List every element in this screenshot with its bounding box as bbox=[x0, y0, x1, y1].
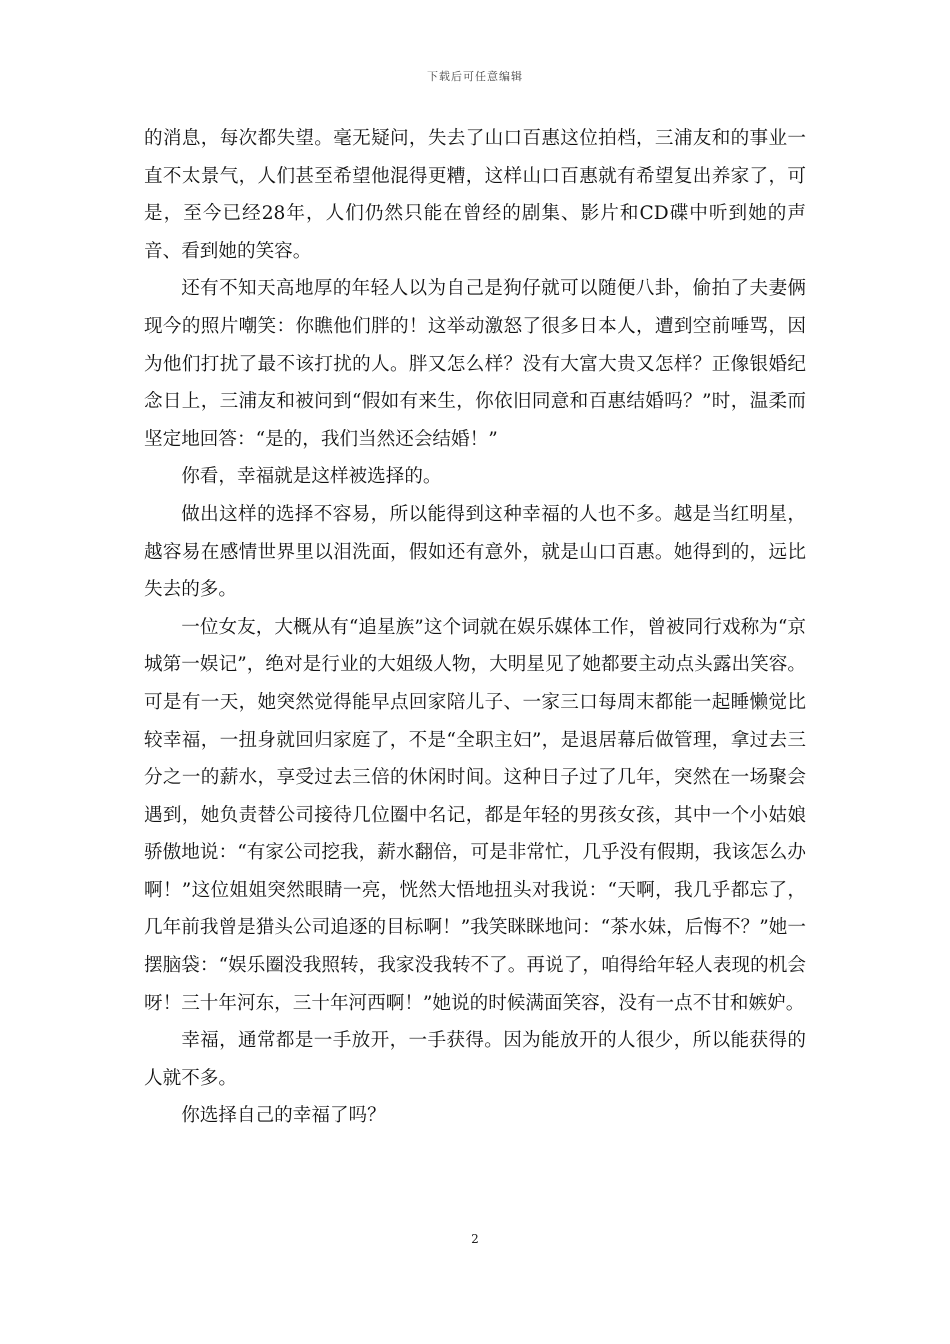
document-body bbox=[144, 120, 806, 1135]
page-header: 下载后可任意编辑 bbox=[427, 70, 523, 83]
page-number: 2 bbox=[471, 1232, 479, 1246]
paragraph: 你看，幸福就是这样被选择的。 bbox=[181, 466, 442, 488]
paragraph: 还有不知天高地厚的年轻人以为自己是狗仔就可以随便八卦，偷拍了夫妻俩现今的照片嘲笑：你瞧他们胖的！这举动激怒了很多日本人，遭到空前唾骂，因为他们打扰了最不该打扰的人。胖又怎么样？没有大富大贵又怎样？正像银婚纪念日上，三浦友和被问到“假如有来生，你依旧同意和百惠结婚吗？”时，温柔而坚定地回答：“是的，我们当然还会结婚！” bbox=[144, 278, 806, 450]
paragraph: 你选择自己的幸福了吗？ bbox=[181, 1105, 386, 1127]
paragraph: 做出这样的选择不容易，所以能得到这种幸福的人也不多。越是当红明星，越容易在感情世界里以泪洗面，假如还有意外，就是山口百惠。她得到的，远比失去的多。 bbox=[144, 503, 806, 601]
paragraph-continued: 的消息，每次都失望。毫无疑问，失去了山口百惠这位拍档，三浦友和的事业一直不太景气，人们甚至希望他混得更糟，这样山口百惠就有希望复出养家了，可是，至今已经28年，人们仍然只能在曾经的剧集、影片和CD碟中听到她的声音、看到她的笑容。 bbox=[144, 128, 806, 262]
paragraph: 幸福，通常都是一手放开，一手获得。因为能放开的人很少，所以能获得的人就不多。 bbox=[144, 1030, 806, 1089]
paragraph: 一位女友，大概从有“追星族”这个词就在娱乐媒体工作，曾被同行戏称为“京城第一娱记”，绝对是行业的大姐级人物，大明星见了她都要主动点头露出笑容。可是有一天，她突然觉得能早点回家陪儿子、一家三口每周末都能一起睡懒觉比较幸福，一扭身就回归家庭了，不是“全职主妇”，是退居幕后做管理，拿过去三分之一的薪水，享受过去三倍的休闲时间。这种日子过了几年，突然在一场聚会遇到，她负责替公司接待几位圈中名记，都是年轻的男孩女孩，其中一个小姑娘骄傲地说：“有家公司挖我，薪水翻倍，可是非常忙，几乎没有假期，我该怎么办啊！”这位姐姐突然眼睛一亮，恍然大悟地扭头对我说：“天啊，我几乎都忘了，几年前我曾是猎头公司追逐的目标啊！”我笑眯眯地问：“茶水妹，后悔不？”她一摆脑袋：“娱乐圈没我照转，我家没我转不了。再说了，咱得给年轻人表现的机会呀！三十年河东，三十年河西啊！”她说的时候满面笑容，没有一点不甘和嫉妒。 bbox=[144, 616, 806, 1014]
